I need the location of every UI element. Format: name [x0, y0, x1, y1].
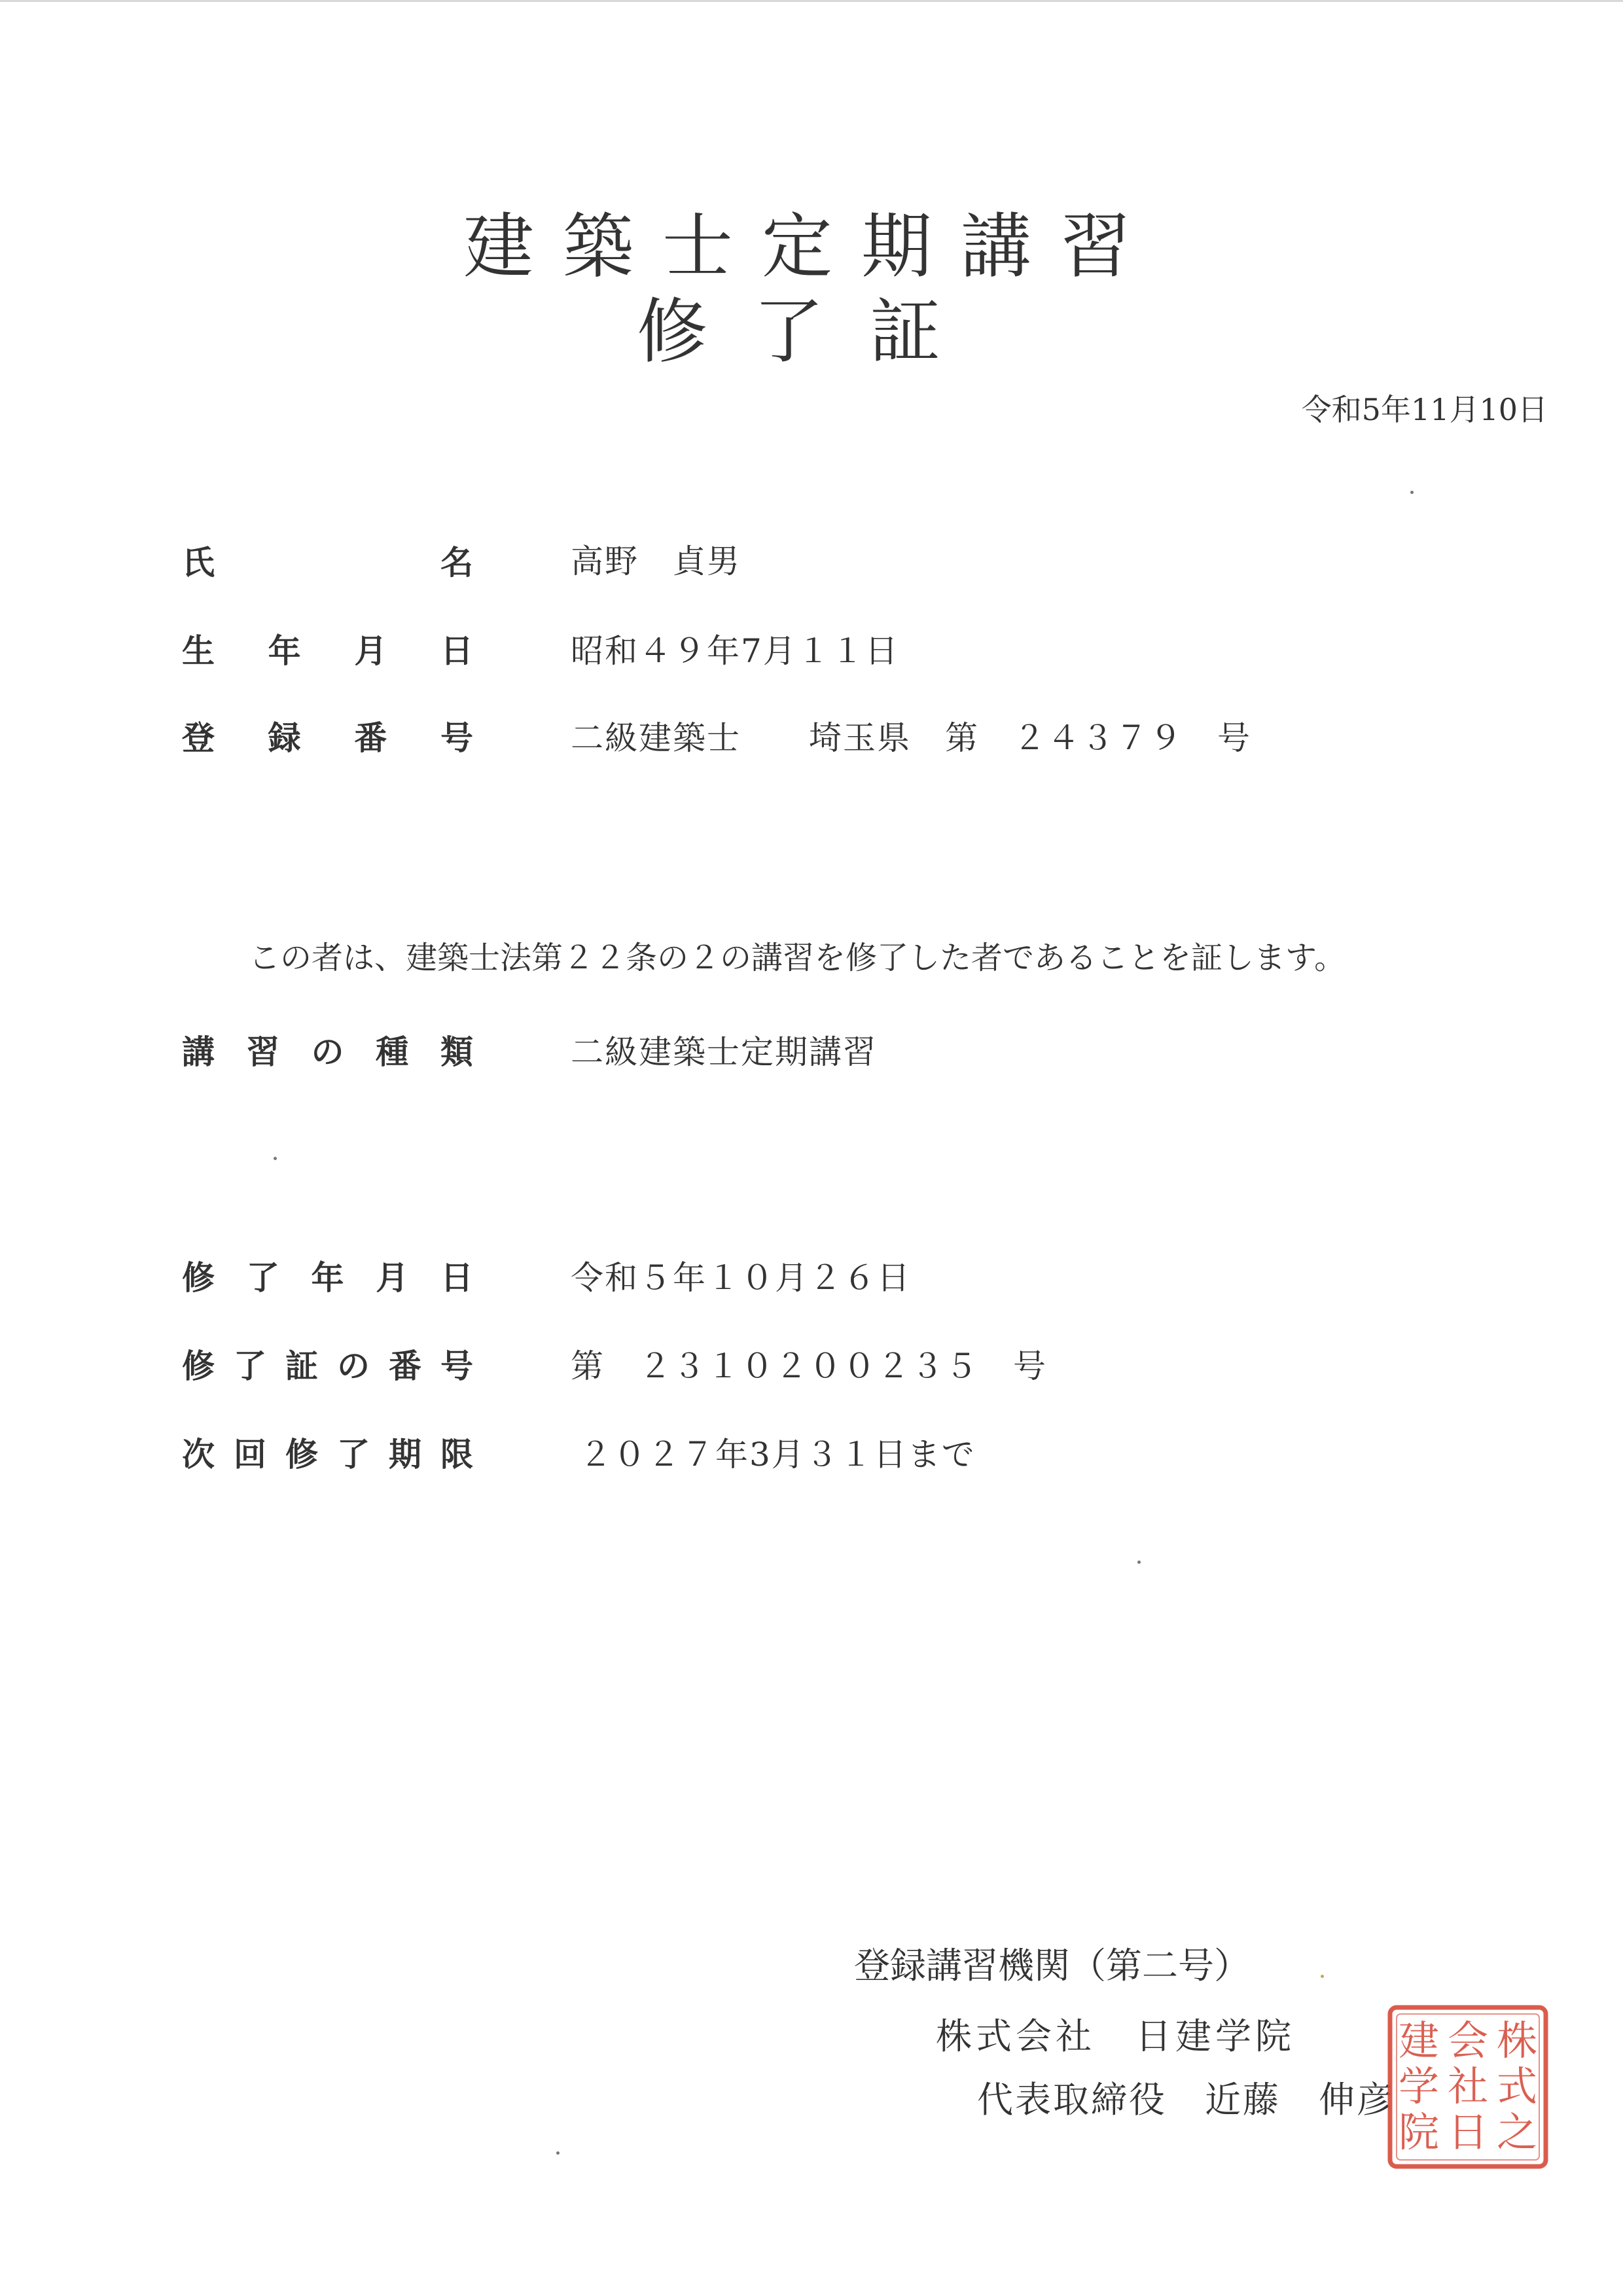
- seal-glyph: 式: [1496, 2062, 1538, 2110]
- completion-date-value: 令和５年１０月２６日: [571, 1259, 911, 1297]
- scan-speck: [1321, 1975, 1324, 1978]
- scan-speck: [274, 1157, 277, 1160]
- next-deadline-value: ２０２７年3月３１日まで: [579, 1436, 976, 1474]
- seal-glyph: 株: [1496, 2017, 1538, 2064]
- seal-glyph: 社: [1447, 2062, 1489, 2110]
- birth-date-value: 昭和４９年7月１１日: [571, 632, 899, 670]
- seal-glyph: 会: [1447, 2017, 1489, 2064]
- company-seal-stamp: [1386, 2004, 1550, 2170]
- birth-date-label: 生 年 月 日: [182, 632, 473, 670]
- seal-glyph: 日: [1447, 2108, 1489, 2156]
- seal-glyph: 建: [1398, 2017, 1440, 2064]
- registration-number-label: 登 録 番 号: [182, 719, 473, 757]
- course-type-value: 二級建築士定期講習: [571, 1033, 877, 1071]
- certificate-number-value: 第 ２３１０２００２３５ 号: [571, 1347, 1047, 1385]
- certificate-number-label: 修 了 証 の 番 号: [182, 1347, 473, 1385]
- seal-glyph: 院: [1398, 2108, 1440, 2156]
- certificate-title: 建築士定期講習: [463, 206, 1160, 288]
- scan-top-edge: [0, 0, 1623, 2]
- seal-glyph: 之: [1496, 2108, 1538, 2156]
- scan-speck: [556, 2151, 560, 2155]
- registration-number-value: 二級建築士 埼玉県 第 ２４３７９ 号: [571, 719, 1251, 757]
- name-value: 高野 貞男: [571, 542, 741, 580]
- issuer-company: 株式会社 日建学院: [936, 2015, 1296, 2057]
- next-deadline-label: 次 回 修 了 期 限: [182, 1436, 473, 1474]
- issuer-representative: 代表取締役 近藤 伸彦: [977, 2079, 1395, 2121]
- course-type-label: 講 習 の 種 類: [182, 1033, 473, 1071]
- seal-glyph: 学: [1398, 2062, 1440, 2110]
- completion-date-label: 修 了 年 月 日: [182, 1259, 473, 1297]
- scan-speck: [1137, 1561, 1141, 1564]
- issue-date: 令和5年11月10日: [1301, 392, 1548, 427]
- issuer-organization: 登録講習機関（第二号）: [854, 1945, 1251, 1987]
- name-label: 氏 名: [182, 544, 473, 582]
- certification-statement: この者は、建築士法第２２条の２の講習を修了した者であることを証します。: [249, 940, 1346, 976]
- scan-speck: [1410, 491, 1414, 494]
- certificate-subtitle: 修了証: [636, 291, 986, 373]
